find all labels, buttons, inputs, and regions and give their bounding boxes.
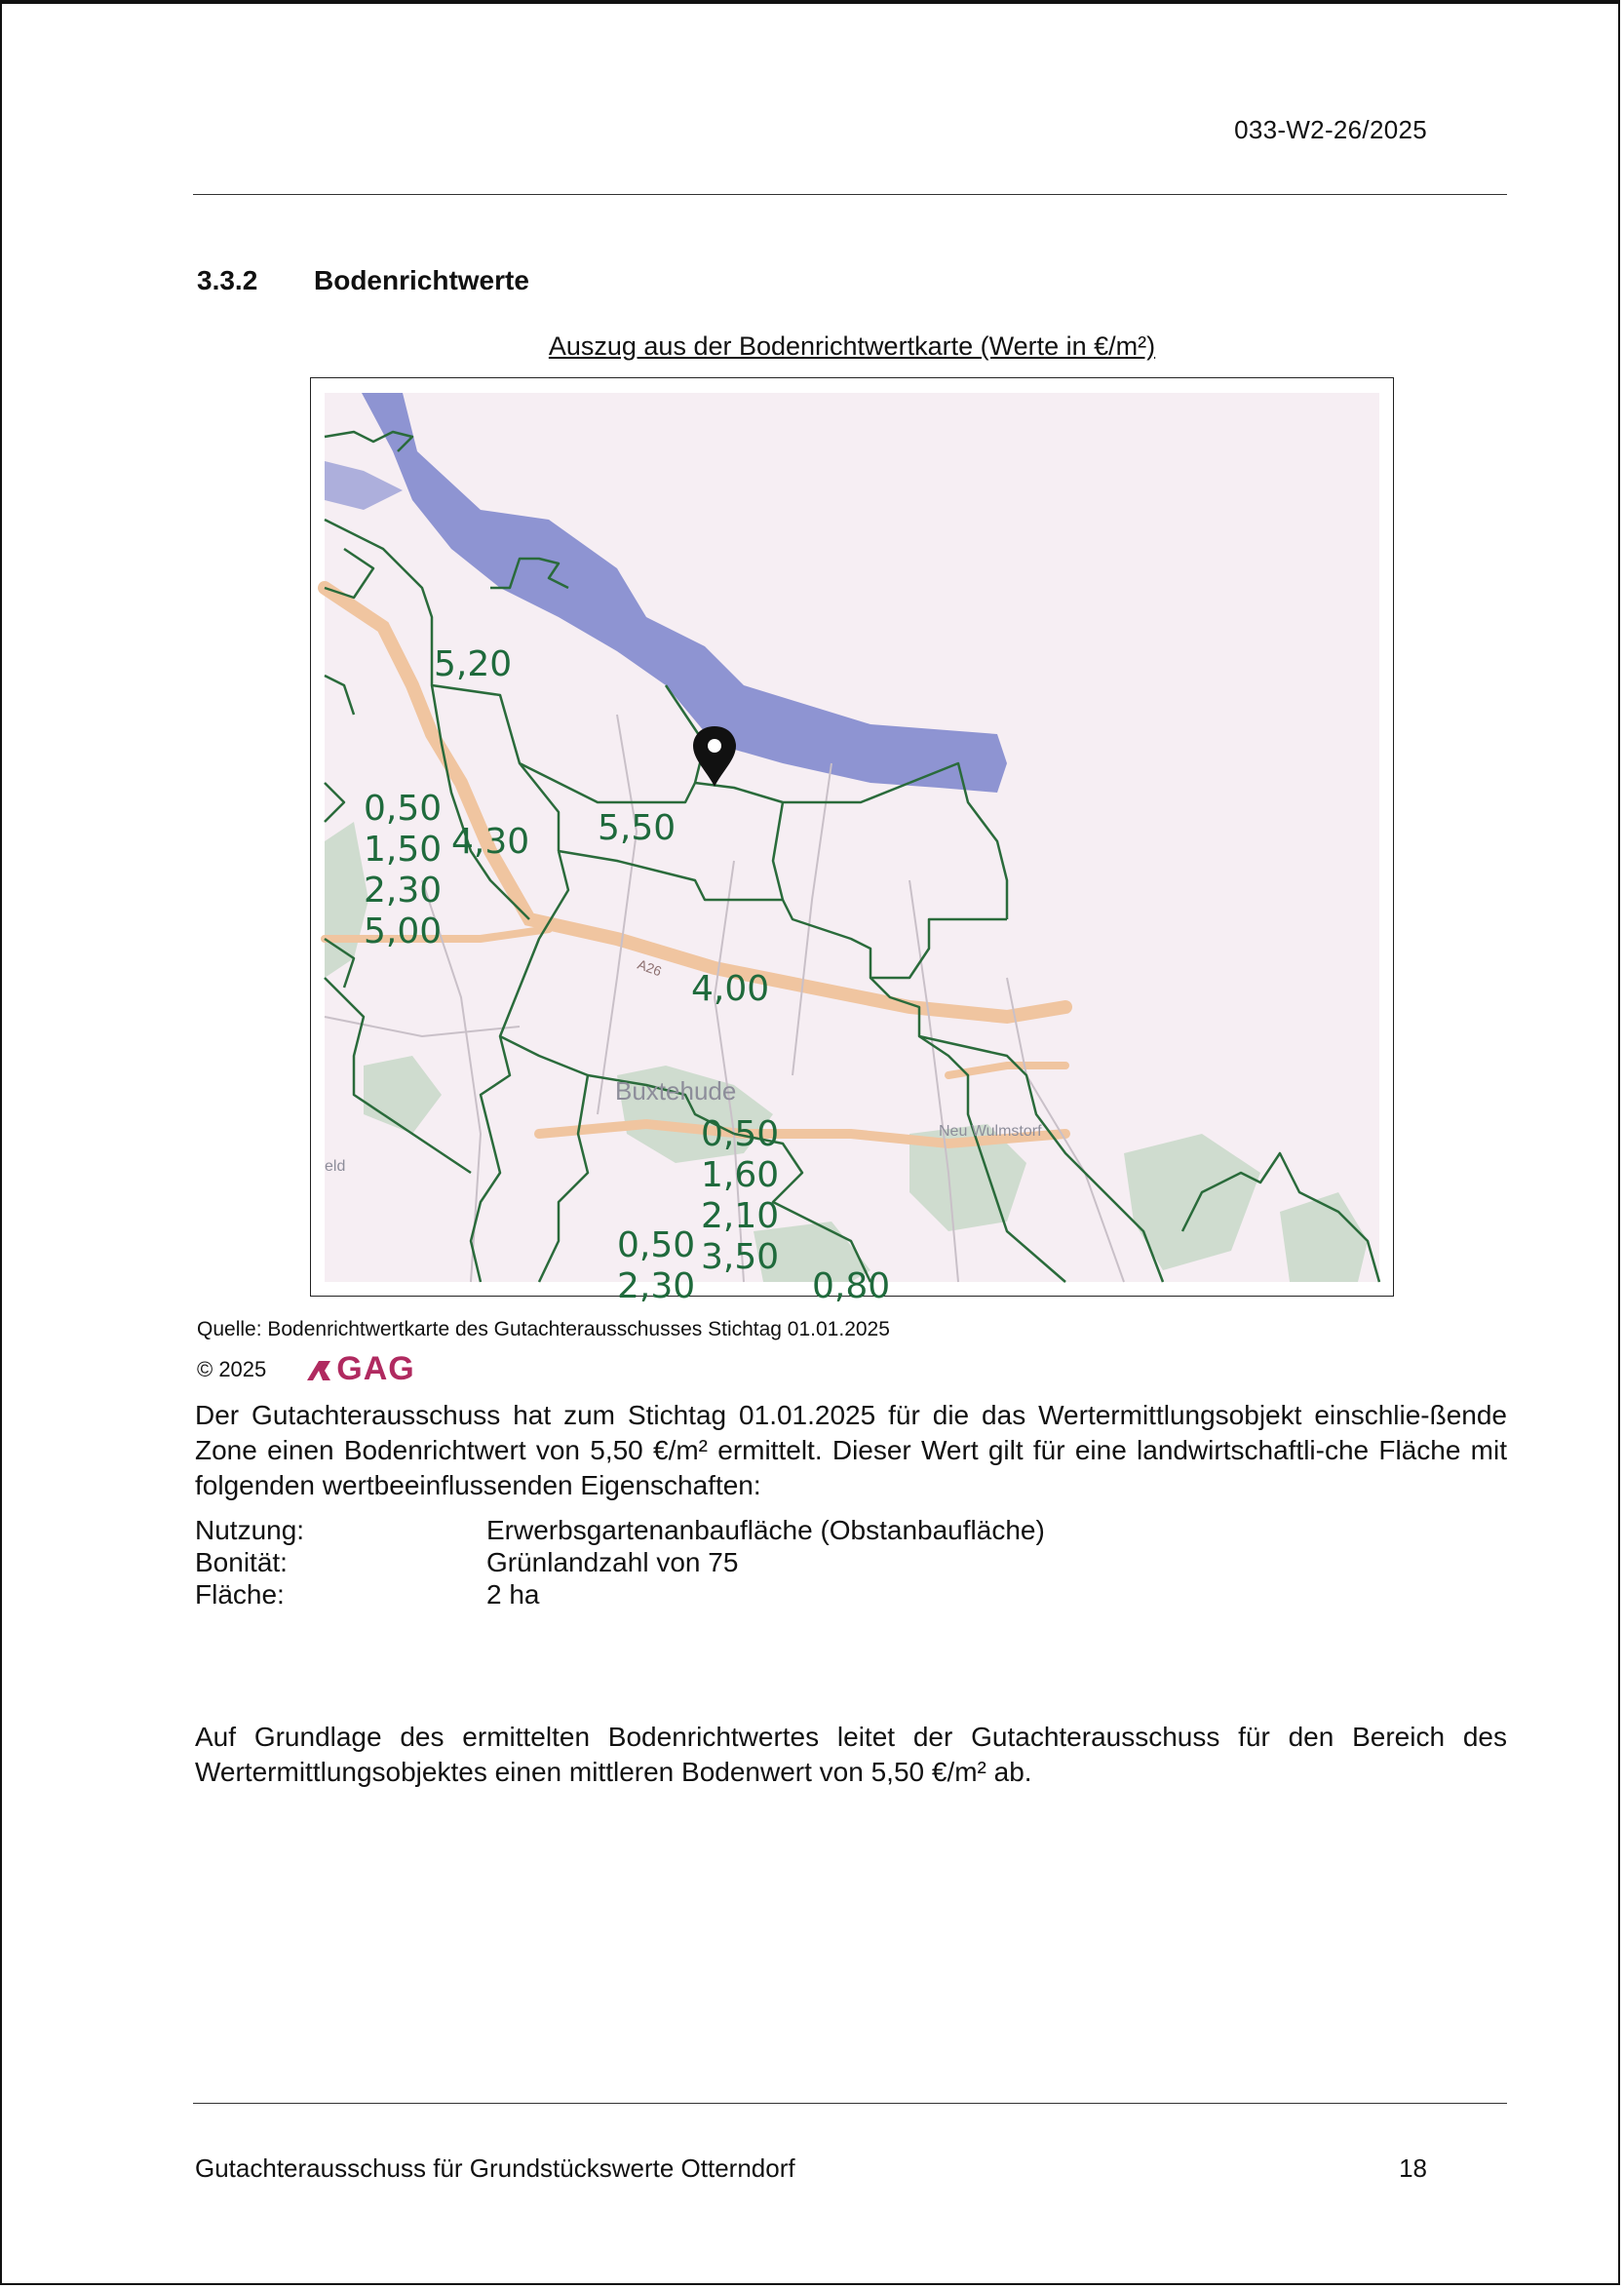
- town-neu-wulmstorf: Neu Wulmstorf: [939, 1123, 1042, 1140]
- zone-value-bottom-c: 0,80: [812, 1266, 891, 1306]
- gag-logo-icon: [305, 1357, 334, 1382]
- section-title: Bodenrichtwerte: [314, 265, 529, 295]
- gag-logo-text: GAG: [336, 1350, 415, 1387]
- map-source: Quelle: Bodenrichtwertkarte des Gutachterausschusses Stichtag 01.01.2025: [197, 1318, 890, 1340]
- zone-value-5-50: 5,50: [598, 808, 677, 848]
- gag-logo: [305, 1350, 414, 1388]
- property-label: Nutzung:: [195, 1515, 305, 1545]
- copyright-text: © 2025: [197, 1356, 267, 1381]
- zone-value-5-20: 5,20: [434, 644, 513, 684]
- paragraph-conclusion: Auf Grundlage des ermittelten Bodenrichtwertes leitet der Gutachterausschuss für den Bereich des Wertermittlungsobjektes einen mittleren Bodenwert von 5,50 €/m² ab.: [195, 1722, 1507, 1787]
- property-row: [195, 1514, 1045, 1546]
- property-list: [195, 1514, 1045, 1610]
- paragraph-land-value: Der Gutachterausschuss hat zum Stichtag 01.01.2025 für die das Wertermittlungsobjekt einschlie-ßende Zone einen Bodenrichtwert von 5,50 €/m² ermittelt. Dieser Wert gilt für eine landwirtschaftli-che Fläche mit folgenden wertbeeinflussenden Eigenschaften:: [195, 1400, 1507, 1500]
- document-number: 033-W2-26/2025: [1234, 115, 1427, 144]
- property-label: Bonität:: [195, 1547, 288, 1577]
- zone-value-4-00: 4,00: [691, 969, 770, 1009]
- zone-value-south-3: 2,10: [701, 1196, 780, 1236]
- property-row: [195, 1546, 1045, 1578]
- page-number: 18: [1399, 2153, 1427, 2183]
- header-rule: [193, 194, 1507, 195]
- road-label-a26: A26: [635, 955, 664, 980]
- property-label: Fläche:: [195, 1579, 285, 1610]
- zone-value-south-4: 3,50: [701, 1237, 780, 1277]
- footer-rule: [193, 2103, 1507, 2104]
- town-edge-label: eld: [325, 1158, 346, 1175]
- property-value: 2 ha: [486, 1579, 540, 1610]
- map-caption: Auszug aus der Bodenrichtwertkarte (Werte in €/m²): [548, 331, 1156, 361]
- zone-value-south-1: 0,50: [701, 1114, 780, 1154]
- zone-value-4-30: 4,30: [451, 822, 530, 862]
- copyright-line: [197, 1350, 415, 1388]
- land-value-map: [325, 393, 1379, 1306]
- town-buxtehude: Buxtehude: [615, 1076, 737, 1106]
- zone-value-bottom-a: 0,50: [617, 1225, 696, 1265]
- zone-value-left-4: 5,00: [364, 912, 443, 951]
- zone-value-south-2: 1,60: [701, 1155, 780, 1195]
- zone-value-bottom-b: 2,30: [617, 1266, 696, 1306]
- zone-value-left-1: 0,50: [364, 789, 443, 829]
- section-heading: [197, 265, 529, 296]
- footer-organization: Gutachterausschuss für Grundstückswerte Otterndorf: [195, 2153, 795, 2183]
- property-row: [195, 1578, 1045, 1610]
- zone-value-left-2: 1,50: [364, 830, 443, 870]
- property-value: Grünlandzahl von 75: [486, 1547, 739, 1577]
- map-frame: [310, 377, 1394, 1306]
- property-value: Erwerbsgartenanbaufläche (Obstanbaufläche): [486, 1515, 1045, 1545]
- section-number: 3.3.2: [197, 265, 258, 295]
- zone-value-left-3: 2,30: [364, 871, 443, 911]
